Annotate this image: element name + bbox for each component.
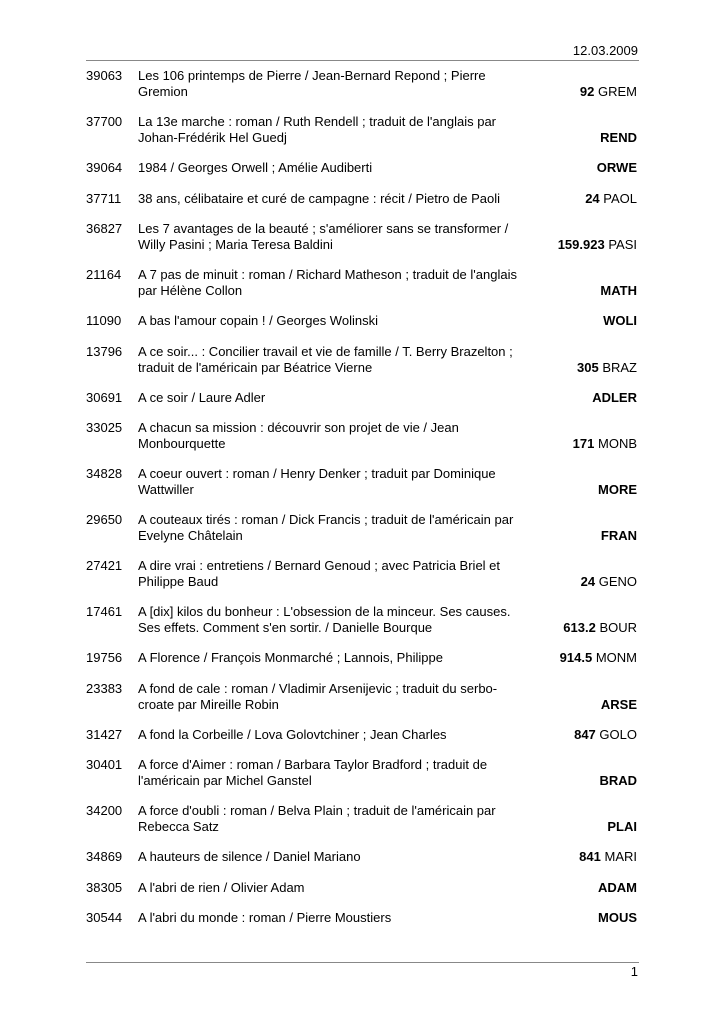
catalog-record [86,727,639,758]
record-id: 39063 [86,68,123,83]
record-id: 36827 [86,221,123,236]
catalog-record [86,221,639,267]
record-title-line: A force d'Aimer : roman / Barbara Taylor Bradford ; traduit de [138,757,488,772]
record-title-line: A ce soir / Laure Adler [138,389,266,405]
catalog-list [86,68,639,941]
catalog-record [86,344,639,390]
catalog-record [86,512,639,558]
call-number [579,849,637,865]
catalog-record [86,604,639,650]
catalog-record [86,68,639,114]
call-number [574,727,637,743]
record-title [138,604,533,636]
record-id: 30401 [86,757,123,772]
record-id: 37700 [86,114,123,129]
record-id: 29650 [86,512,123,527]
call-number-code: MOUS [598,910,637,925]
record-title [138,390,533,406]
call-number-code: GOLO [599,726,637,742]
record-id: 34828 [86,466,123,481]
call-number-code: MONM [595,650,637,665]
record-title [138,191,533,207]
call-number [601,697,637,713]
record-title [138,650,533,666]
call-number-code: MORE [598,482,637,497]
record-id: 23383 [86,680,123,696]
record-title-line: Johan-Frédérik Hel Guedj [138,130,287,145]
record-title-line: Philippe Baud [138,574,219,589]
record-title-line: l'américain par Michel Ganstel [138,773,312,788]
record-title-line: A fond la Corbeille / Lova Golovtchiner ; Jean Charles [138,726,447,742]
record-title [138,880,533,896]
record-title-line: A 7 pas de minuit : roman / Richard Matheson ; traduit de l'anglais [138,267,517,282]
record-title-line: A dire vrai : entretiens / Bernard Genoud ; avec Patricia Briel et [138,558,501,573]
record-title-line: traduit de l'américain par Béatrice Vierne [138,359,373,375]
record-title [138,420,533,452]
catalog-record [86,267,639,313]
page-date: 12.03.2009 [572,43,638,58]
call-number [592,390,637,406]
call-number-code: BOUR [599,620,637,635]
catalog-record [86,803,639,849]
call-number [598,482,637,498]
call-number-class: 92 [579,84,595,99]
call-number-class: 159.923 [557,237,605,252]
record-title-line: A chacun sa mission : découvrir son projet de vie / Jean [138,420,459,435]
catalog-record [86,910,639,941]
record-title [138,803,533,835]
record-title [138,344,533,376]
record-title-line: A fond de cale : roman / Vladimir Arsenijevic ; traduit du serbo- [138,680,498,696]
record-title [138,910,533,926]
record-title-line: La 13e marche : roman / Ruth Rendell ; traduit de l'anglais par [138,114,497,129]
record-id: 37711 [86,190,122,206]
call-number-code: MATH [600,283,637,298]
call-number [600,283,637,299]
call-number-code: PAOL [603,190,637,206]
record-title-line: Les 106 printemps de Pierre / Jean-Bernard Repond ; Pierre [138,68,486,83]
call-number-class: 171 [572,436,595,451]
call-number-code: ADAM [598,879,637,895]
call-number [597,160,637,176]
call-number-code: MARI [604,849,637,864]
record-title [138,221,533,253]
call-number [603,313,637,329]
record-title-line: A [dix] kilos du bonheur : L'obsession de la minceur. Ses causes. [138,604,511,619]
record-id: 30691 [86,389,123,405]
record-title [138,68,533,100]
record-title [138,757,533,789]
catalog-record [86,650,639,681]
catalog-record [86,757,639,803]
record-title [138,512,533,544]
header-divider [86,60,639,61]
record-title [138,114,533,146]
call-number-code: BRAZ [602,359,637,375]
call-number [600,130,637,146]
call-number [563,620,637,636]
catalog-record [86,114,639,160]
record-id: 39064 [86,160,123,175]
call-number [573,436,637,452]
call-number-class: 613.2 [563,620,596,635]
record-title-line: A couteaux tirés : roman / Dick Francis ; traduit de l'américain par [138,512,514,527]
record-title-line: Willy Pasini ; Maria Teresa Baldini [138,237,333,252]
catalog-record [86,681,639,727]
record-title-line: Wattwiller [138,482,194,497]
record-title-line: croate par Mireille Robin [138,696,279,712]
call-number [560,650,637,666]
call-number [598,910,637,926]
catalog-record [86,558,639,604]
record-title-line: 1984 / Georges Orwell ; Amélie Audiberti [138,160,373,175]
record-id: 27421 [86,558,123,573]
record-id: 30544 [86,910,123,925]
call-number-code: GREM [598,84,637,99]
call-number-code: ADLER [592,389,637,405]
record-id: 33025 [86,420,123,435]
call-number-class: 847 [574,726,596,742]
record-title-line: A bas l'amour copain ! / Georges Wolinski [138,313,378,328]
catalog-record [86,420,639,466]
call-number [598,880,637,896]
call-number [577,360,637,376]
call-number [558,237,637,253]
record-title-line: Les 7 avantages de la beauté ; s'améliorer sans se transformer / [138,221,509,236]
footer-divider [86,962,639,963]
call-number-code: ARSE [600,696,637,712]
record-title [138,466,533,498]
call-number [580,84,637,100]
page-number: 1 [630,964,638,979]
call-number [601,528,637,544]
record-title-line: 38 ans, célibataire et curé de campagne : récit / Pietro de Paoli [138,190,501,206]
record-id: 17461 [86,604,123,619]
record-title [138,558,533,590]
record-title-line: A l'abri de rien / Olivier Adam [138,879,305,895]
record-id: 13796 [86,343,123,359]
call-number-class: 24 [585,190,600,206]
call-number-class: 24 [580,574,596,589]
catalog-record [86,466,639,512]
record-title [138,681,533,713]
call-number [599,773,637,789]
record-id: 21164 [86,267,122,282]
record-title-line: Evelyne Châtelain [138,528,243,543]
call-number-class: 305 [577,359,599,375]
record-title-line: Rebecca Satz [138,819,219,834]
record-id: 34869 [86,849,123,864]
call-number-code: PASI [608,237,637,252]
record-title [138,727,533,743]
record-title-line: A ce soir... : Concilier travail et vie de famille / T. Berry Brazelton ; [138,343,513,359]
record-title-line: par Hélène Collon [138,283,243,298]
record-title-line: Ses effets. Comment s'en sortir. / Danielle Bourque [138,620,433,635]
call-number-code: PLAI [607,819,637,834]
record-title-line: A hauteurs de silence / Daniel Mariano [138,849,361,864]
call-number-code: BRAD [599,773,637,788]
catalog-record [86,849,639,880]
record-id: 31427 [86,726,123,742]
catalog-record [86,390,639,421]
call-number [607,819,637,835]
catalog-record [86,880,639,911]
record-title-line: A coeur ouvert : roman / Henry Denker ; traduit par Dominique [138,466,496,481]
catalog-record [86,160,639,191]
call-number-code: GENO [598,574,637,589]
record-id: 34200 [86,803,123,818]
call-number-code: REND [600,130,637,145]
call-number-code: FRAN [600,528,637,543]
record-title [138,849,533,865]
record-title [138,267,533,299]
record-title-line: A force d'oubli : roman / Belva Plain ; traduit de l'américain par [138,803,496,818]
record-title-line: A Florence / François Monmarché ; Lannois, Philippe [138,650,443,665]
record-title [138,313,533,329]
call-number-class: 841 [579,849,601,864]
record-title-line: Gremion [138,84,188,99]
call-number-code: ORWE [596,160,637,175]
record-id: 38305 [86,879,123,895]
record-title-line: Monbourquette [138,436,226,451]
call-number [581,574,637,590]
call-number-code: MONB [598,436,637,451]
call-number-class: 914.5 [559,650,593,665]
record-id: 19756 [86,650,123,665]
call-number-code: WOLI [603,313,637,328]
catalog-record [86,313,639,344]
call-number [585,191,637,207]
catalog-record [86,191,639,222]
record-title-line: A l'abri du monde : roman / Pierre Moustiers [138,910,392,925]
record-id: 11090 [86,313,122,328]
record-title [138,160,533,176]
